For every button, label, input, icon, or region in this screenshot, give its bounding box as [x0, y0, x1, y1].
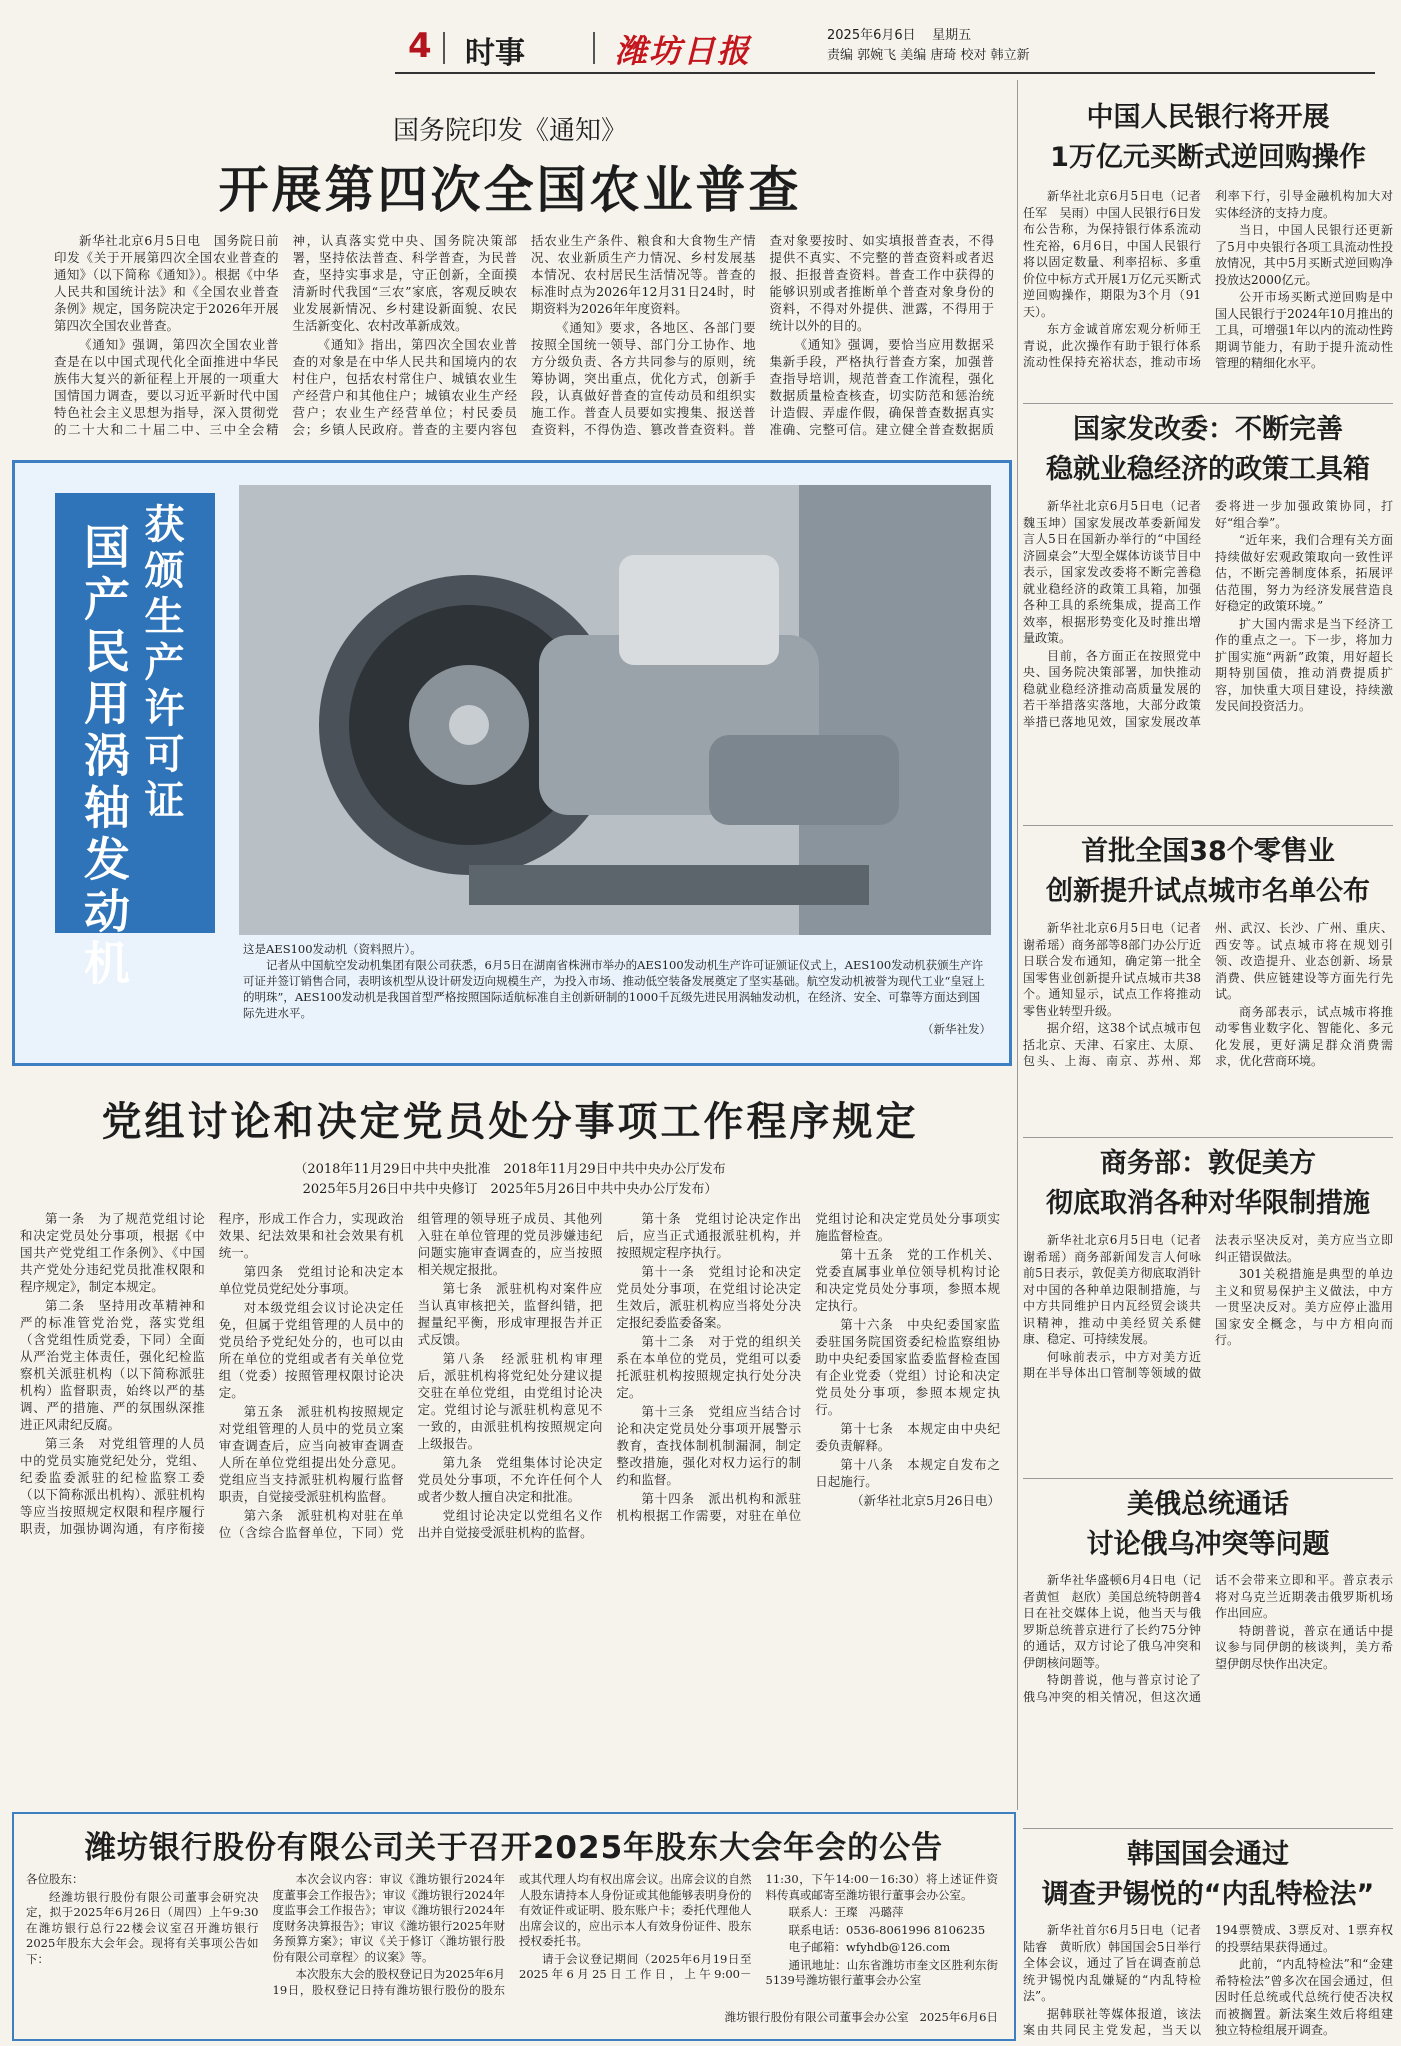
notice-date: 2025年6月6日: [919, 2010, 998, 2024]
retail-body: [1023, 920, 1393, 1130]
paragraph: 特朗普说，普京在通话中提议参与同伊朗的核谈判，美方希望伊朗尽快作出决定。: [1215, 1623, 1393, 1671]
us-russia-body: [1023, 1572, 1393, 1822]
paragraph: 第五条 派驻机构按照规定对党组管理的人员中的党员立案审查调查后，应当向被审查调查人所在单位党组提出处分意见。党组应当支持派驻机构履行监督职责，自觉接受派驻机构监督。: [218, 1404, 404, 1504]
paragraph: 第十五条 党的工作机关、党委直属事业单位领导机构讨论和决定党员处分事项，参照本规定执行。: [815, 1247, 1000, 1313]
paragraph: 本次股东大会的股权登记日为2025年6月19日，股权登记日持有潍坊银行股份的股东或其代理人均有权出席会议。出席会议的自然人股东请持本人身份证或其他能够表明身份的有效证件或证明、股东账户卡；委托代理他人出席会议的，应出示本人有效身份证件、股东授权委托书。: [272, 1872, 752, 1997]
paragraph: 新华社首尔6月5日电（记者陆睿 黄昕欣）韩国国会5日举行全体会议，通过了旨在调查前总统尹锡悦内乱嫌疑的“内乱特检法”。: [1023, 1923, 1201, 2003]
paragraph: 新华社北京6月5日电 国务院日前印发《关于开展第四次全国农业普查的通知》（以下简称《通知》）。根据《中华人民共和国统计法》和《全国农业普查条例》规定，国务院决定于2026年开展第四次全国农业普查。: [54, 233, 279, 333]
korea-headline-2: 调查尹锡悦的“内乱特检法”: [1041, 1879, 1375, 1910]
paragraph: “近年来，我们合理有关方面持续做好宏观政策取向一致性评估，不断完善制度体系，拓展评估范围，努力为经济发展营造良好稳定的政策环境。”: [1215, 533, 1393, 613]
photo-caption: [243, 941, 991, 1037]
party-dates-line: 2025年5月26日中共中央修订 2025年5月26日中共中央办公厅发布）: [302, 1182, 718, 1197]
main-article-body: [54, 232, 994, 450]
section-divider: [1023, 1478, 1393, 1479]
korea-headline-1: 韩国国会通过: [1127, 1839, 1289, 1870]
main-kicker: 国务院印发《通知》: [392, 116, 627, 146]
photo-feature: [12, 460, 1012, 1066]
pboc-headline-1: 中国人民银行将开展: [1086, 102, 1330, 133]
bank-notice: [12, 1812, 1016, 2041]
pboc-body: [1023, 188, 1393, 398]
paragraph: 第十一条 党组讨论和决定党员处分事项，在党组讨论决定生效后，派驻机构应当将处分决定报纪委监委备案。: [616, 1264, 802, 1330]
paragraph: 《通知》指出，第四次全国农业普查的对象是在中华人民共和国境内的农村住户，包括农村常住户、城镇农业生产经营户和其他住户；城镇农业生产经营户；农业生产经营单位；村民委员会；乡镇人民政府。普查的主要内容包括农业生产条件、粮食和大食物生产情况、农业新质生产力情况、乡村发展基本情况、农村居民生活情况等。普查的标准时点为2026年12月31日24时，时期资料为2026年年度资料。: [292, 233, 756, 437]
paragraph: 第十二条 对于党的组织关系在本单位的党员，党组可以委托派驻机构按照规定执行处分决定。: [616, 1334, 802, 1400]
paragraph: 第十六条 中央纪委国家监委驻国务院国资委纪检监察组协助中央纪委国家监委监督检查国有企业党委（党组）讨论和决定党员处分事项，参照本规定执行。: [815, 1317, 1000, 1417]
party-dates: [10, 1160, 1010, 1200]
paragraph: 新华社北京6月5日电（记者谢希瑶）商务部等8部门办公厅近日联合发布通知，确定第一批全国零售业创新提升试点城市共38个。通知显示，试点工作将推动零售业转型升级。: [1023, 921, 1201, 1018]
paragraph: 何咏前表示，中方对美方近期在半导体出口管制等领域的做法表示坚决反对，美方应当立即纠正错误做法。: [1023, 1233, 1393, 1380]
page-number: 4: [408, 26, 432, 66]
korea-body: [1023, 1922, 1393, 2040]
pboc-headline-2: 1万亿元买断式逆回购操作: [1050, 142, 1366, 173]
section-divider: [1023, 403, 1393, 404]
paragraph: 扩大国内需求是当下经济工作的重点之一。下一步，将加力扩围实施“两新”政策，用好超长期特别国债，推动消费提质扩容，加快重大项目建设，持续激发民间投资活力。: [1215, 616, 1393, 713]
paragraph: 新华社北京6月5日电（记者谢希瑶）商务部新闻发言人何咏前5日表示，敦促美方彻底取消针对中国的各种单边限制措施，与中方共同维护日内瓦经贸会谈共识精神，推动中美经贸关系健康、稳定、可持续发展。: [1023, 1233, 1201, 1346]
paragraph: 第三条 对党组管理的人员中的党员实施党纪处分，党组、纪委监委派驻的纪检监察工委（以下简称派出机构）、派驻机构等应当按照规定权限和程序履行职责，加强协调沟通，有序衔接程序，形成工作合力，实现政治效果、纪法效果和社会效果有机统一。: [20, 1211, 404, 1536]
retail-headline-2: 创新提升试点城市名单公布: [1046, 876, 1370, 907]
masthead-divider: [593, 32, 595, 64]
paragraph: 第十三条 党组应当结合讨论和决定党员处分事项开展警示教育，查找体制机制漏洞，制定整改措施，强化对权力运行的制约和监督。: [616, 1404, 802, 1487]
caption-lead: 这是AES100发动机（资料照片）。: [243, 942, 422, 956]
paragraph: 对本级党组会议讨论决定任免，但属于党组管理的人员中的党员给予党纪处分的，也可以由所在单位的党组或者有关单位党组（党委）按照管理权限讨论决定。: [218, 1300, 404, 1400]
paragraph: 第七条 派驻机构对案件应当认真审核把关，监督纠错，把握量纪平衡，形成审理报告并正式反馈。: [417, 1281, 603, 1347]
paragraph: 此前，“内乱特检法”和“金建希特检法”曾多次在国会通过，但因时任总统或代总统行使否决权而被搁置。新法案生效后将组建独立特检组展开调查。: [1215, 1957, 1393, 2037]
paragraph: 本次会议内容：审议《潍坊银行2024年度董事会工作报告》；审议《潍坊银行2024年度监事会工作报告》；审议《潍坊银行2024年度财务决算报告》；审议《潍坊银行2025年财务预算方案》；审议《关于修订〈潍坊银行股份有限公司章程〉的议案》等。: [272, 1872, 505, 1964]
paragraph: 新华社北京6月5日电（记者任军 吴雨）中国人民银行6日发布公告称，为保持银行体系流动性充裕，6月6日，中国人民银行将以固定数量、利率招标、多重价位中标方式开展1万亿元买断式逆回购操作，期限为3个月（91天）。: [1023, 189, 1201, 319]
paragraph: 第十条 党组讨论决定作出后，应当正式通报派驻机构，并按照规定程序执行。: [616, 1211, 802, 1260]
editors-line: 责编 郭婉飞 美编 唐琦 校对 韩立新: [827, 48, 1030, 63]
paragraph: 经潍坊银行股份有限公司董事会研究决定，拟于2025年6月26日（周四）上午9:30在潍坊银行总行22楼会议室召开潍坊银行2025年股东大会年会。现将有关事项公告如下：: [26, 1889, 259, 1966]
party-headline: 党组讨论和决定党员处分事项工作程序规定: [101, 1098, 919, 1145]
engine-photo: [239, 485, 991, 935]
party-credit: （新华社北京5月26日电）: [851, 1493, 1000, 1508]
paragraph: 联系电话：0536-8061996 8106235: [788, 1922, 986, 1937]
photo-credit: （新华社发）: [922, 1022, 991, 1036]
us-russia-headline-2: 讨论俄乌冲突等问题: [1086, 1529, 1330, 1560]
vertical-title-sub: 获颁生产许可证: [138, 503, 185, 825]
masthead-info: [827, 26, 1030, 66]
masthead-divider: [443, 32, 445, 64]
paragraph: 各位股东：: [26, 1872, 84, 1886]
us-russia-headline-1: 美俄总统通话: [1127, 1489, 1289, 1520]
paragraph: 东方金诚首席宏观分析师王青说，此次操作有助于银行体系流动性保持充裕状态，推动市场利率下行，引导金融机构加大对实体经济的支持力度。: [1023, 189, 1393, 369]
paragraph: 党组讨论决定以党组名义作出并自觉接受派驻机构的监督。: [417, 1508, 603, 1540]
paragraph: 《通知》要求，各地区、各部门要按照全国统一领导、部门分工协作、地方分级负责、各方共同参与的原则，统筹协调，突出重点，优化方式，创新手段，认真做好普查的宣传动员和组织实施工作。普查人员要如实搜集、报送普查资料，不得伪造、篡改普查资料。普查对象要按时、如实填报普查表，不得提供不真实、不完整的普查资料或者迟报、拒报普查资料。普查工作中获得的能够识别或者推断单个普查对象身份的资料，不得对外提供、泄露，不得用于统计以外的目的。: [531, 233, 994, 437]
ndrc-body: [1023, 498, 1393, 820]
paragraph: 301关税措施是典型的单边主义和贸易保护主义做法，中方一贯坚决反对。美方应停止滥用国家安全概念，与中方相向而行。: [1215, 1267, 1393, 1347]
ndrc-headline-2: 稳就业稳经济的政策工具箱: [1046, 454, 1370, 485]
paragraph: 第六条 派驻机构对驻在单位（含综合监督单位，下同）党组管理的领导班子成员、其他列入驻在单位管理的党员涉嫌违纪问题实施审查调查的，应当按照相关规定报批。: [218, 1211, 603, 1540]
paragraph: 第十四条 派出机构和派驻机构根据工作需要，对驻在单位党组讨论和决定党员处分事项实施监督检查。: [616, 1211, 1000, 1523]
mofcom-us-headline-1: 商务部：敦促美方: [1100, 1148, 1316, 1179]
section-name: 时事: [465, 36, 525, 71]
paragraph: 《通知》强调，第四次全国农业普查是在以中国式现代化全面推进中华民族伟大复兴的新征程上开展的一项重大国情国力调查，要以习近平新时代中国特色社会主义思想为指导，深入贯彻党的二十大和二十届二中、三中全会精神，认真落实党中央、国务院决策部署，坚持依法普查、科学普查，为民普查，坚持实事求是，守正创新，全面摸清新时代我国“三农”家底，客观反映农业发展新情况、乡村建设新面貌、农民生活新变化、农村改革新成效。: [54, 233, 517, 437]
caption-text: 记者从中国航空发动机集团有限公司获悉，6月5日在湖南省株洲市举办的AES100发动机生产许可证颁证仪式上，AES100发动机获颁生产许可证并签订销售合同，表明该机型从设计研发迈向规模生产，为投入市场、推动低空装备发展奠定了坚实基础。航空发动机被誉为现代工业“皇冠上的明珠”，AES100发动机是我国首型严格按照国际适航标准自主创新研制的1000千瓦级先进民用涡轴发动机，在经济、安全、可靠等方面达到国际先进水平。: [243, 958, 985, 1020]
paragraph: 公开市场买断式逆回购是中国人民银行于2024年10月推出的工具，可增强1年以内的流动性跨期调节能力，有助于提升流动性管理的精细化水平。: [1215, 290, 1393, 370]
mofcom-us-headline-2: 彻底取消各种对华限制措施: [1046, 1188, 1370, 1219]
issue-date: 2025年6月6日: [827, 28, 916, 43]
paragraph: 请于会议登记期间（2025年6月19日至2025年6月25日工作日，上午9:00－11:30，下午14:00－16:30）将上述证件资料传真或邮寄至潍坊银行董事会办公室。: [519, 1872, 998, 1981]
paragraph: 新华社华盛顿6月4日电（记者黄恒 赵欣）美国总统特朗普4日在社交媒体上说，他当天与俄罗斯总统普京进行了长约75分钟的通话，双方讨论了俄乌冲突和伊朗核问题等。: [1023, 1573, 1201, 1670]
issue-weekday: 星期五: [932, 28, 972, 43]
notice-body: [26, 1872, 998, 2010]
paragraph: 联系人：王璨 冯璐萍: [788, 1905, 904, 1919]
paragraph: 《通知》强调，要恰当应用数据采集新手段，严格执行普查方案，加强普查指导培训，规范普查工作流程，强化数据质量检查核查，切实防范和惩治统计造假、弄虚作假，确保普查数据真实准确、完整可信。建立健全普查数据质: [769, 337, 994, 437]
paragraph: 第十七条 本规定由中央纪委负责解释。: [815, 1421, 1000, 1453]
paragraph: 当日，中国人民银行还更新了5月中央银行各项工具流动性投放情况，其中5月买断式逆回购净投放达2000亿元。: [1215, 223, 1393, 287]
section-divider: [1023, 825, 1393, 826]
paragraph: 通讯地址：山东省潍坊市奎文区胜利东街5139号潍坊银行董事会办公室: [765, 1957, 998, 1987]
paragraph: 新华社北京6月5日电（记者魏玉坤）国家发展改革委新闻发言人5日在国新办举行的“中国经济圆桌会”大型全媒体访谈节目中表示，国家发改委将不断完善稳就业稳经济的政策工具箱，加强各种工具的系统集成，提高工作效率，根据形势变化及时推出增量政策。: [1023, 499, 1201, 645]
paragraph: 第一条 为了规范党组讨论和决定党员处分事项，根据《中国共产党党组工作条例》、《中国共产党处分违纪党员批准权限和程序规定》，制定本规定。: [20, 1211, 205, 1294]
paragraph: 特朗普说，他与普京讨论了俄乌冲突的相关情况，但这次通话不会带来立即和平。普京表示将对乌克兰近期袭击俄罗斯机场作出回应。: [1023, 1573, 1393, 1704]
paragraph: 据韩联社等媒体报道，该法案由共同民主党发起，当天以194票赞成、3票反对、1票弃权的投票结果获得通过。: [1023, 1923, 1393, 2037]
paragraph: 据介绍，这38个试点城市包括北京、天津、石家庄、太原、包头、上海、南京、苏州、郑州、武汉、长沙、广州、重庆、西安等。试点城市将在规划引领、改造提升、业态创新、场景消费、供应链建设等方面先行先试。: [1023, 921, 1393, 1068]
notice-headline: 潍坊银行股份有限公司关于召开2025年股东大会年会的公告: [84, 1830, 944, 1866]
paragraph: 商务部表示，试点城市将推动零售业数字化、智能化、多元化发展，更好满足群众消费需求，优化营商环境。: [1215, 1004, 1393, 1068]
paragraph: 第九条 党组集体讨论决定党员处分事项，不允许任何个人或者少数人擅自决定和批准。: [417, 1455, 603, 1504]
paragraph: 电子邮箱：wfyhdb@126.com: [788, 1940, 951, 1954]
section-divider: [1023, 1137, 1393, 1138]
vertical-title-main: 国产民用涡轴发动机: [77, 523, 131, 991]
mofcom-us-body: [1023, 1232, 1393, 1472]
notice-signature: 潍坊银行股份有限公司董事会办公室: [724, 2010, 909, 2024]
notice-signature-block: [725, 2010, 998, 2024]
paper-logo: 潍坊日报: [615, 32, 752, 70]
retail-headline-1: 首批全国38个零售业: [1081, 836, 1335, 867]
paragraph: 第八条 经派驻机构审理后，派驻机构将党纪处分建议提交驻在单位党组，由党组讨论决定。党组讨论与派驻机构意见不一致的，由派驻机构按照规定向上级报告。: [417, 1351, 603, 1451]
masthead: [395, 22, 1375, 74]
engine-illustration: [239, 485, 991, 935]
party-dates-line: （2018年11月29日中共中央批准 2018年11月29日中共中央办公厅发布: [294, 1162, 726, 1177]
column-divider: [1017, 80, 1018, 1810]
paragraph: 第十八条 本规定自发布之日起施行。: [815, 1457, 1000, 1489]
party-article-body: [20, 1210, 1000, 1775]
section-divider: [1023, 1828, 1393, 1829]
ndrc-headline-1: 国家发改委：不断完善: [1073, 414, 1343, 445]
paragraph: 第二条 坚持用改革精神和严的标准管党治党，落实党组（含党组性质党委，下同）全面从严治党主体责任，强化纪检监察机关派驻机构（以下简称派驻机构）监督职责，始终以严的基调、严的措施、严的氛围纵深推进正风肃纪反腐。: [20, 1298, 205, 1432]
paragraph: 目前，各方面正在按照党中央、国务院决策部署，加快推动稳就业稳经济推动高质量发展的若干举措落实落地，大部分政策举措已落地见效，国家发展改革委将进一步加强政策协同，打好“组合拳”。: [1023, 499, 1393, 729]
paragraph: 第四条 党组讨论和决定本单位党员党纪处分事项。: [218, 1264, 404, 1296]
main-headline: 开展第四次全国农业普查: [218, 160, 802, 219]
